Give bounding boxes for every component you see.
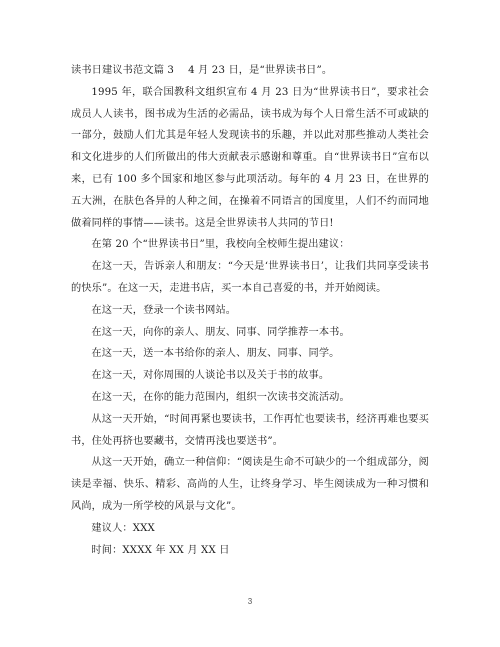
document-heading-line — [71, 60, 429, 82]
paragraph-proposal-lead: 在第 20 个“世界读书日”里，我校向全校师生提出建议： — [91, 239, 350, 251]
document-body — [71, 60, 429, 561]
paragraph-intro: 1995 年，联合国教科文组织宣布 4 月 23 日为“世界读书日”，要求社会成员人人读书，图书成为生活的必需品，读书成为每个人日常生活不可或缺的一部分，鼓励人们尤其是年轻人发现读书的乐趣，并以此对那些推动人类社会和文化进步的人们所做出的伟大贡献表示感谢和尊重。自“世界读书日”宣布以来，已有 100 多个国家和地区参与此项活动。每年的 4 月 23 日，在世界的五大洲，在肤色各异的人种之间，在操着不同语言的国度里，人们不约而同地做着同样的事情——读书。这是全世界读书人共同的节日! — [71, 86, 429, 229]
paragraph-suggestion-5: 在这一天，对你周围的人谈论书以及关于书的故事。 — [91, 370, 330, 382]
paragraph-suggestion-6: 在这一天，在你的能力范围内，组织一次读书交流活动。 — [91, 391, 350, 403]
page-number: 3 — [247, 597, 253, 606]
document-heading-date: 4 月 23 日，是“世界读书日”。 — [188, 65, 333, 76]
proposer-line: 建议人：XXX — [91, 522, 155, 534]
paragraph-suggestion-2: 在这一天，登录一个读书网站。 — [91, 304, 237, 316]
paragraph-suggestion-3: 在这一天，向你的亲人、朋友、同事、同学推荐一本书。 — [91, 326, 350, 338]
document-heading: 读书日建议书范文篇 3 — [71, 65, 175, 76]
date-line: 时间：XXXX 年 XX 月 XX 日 — [91, 544, 230, 556]
paragraph-from-this-day-1: 从这一天开始，“时间再紧也要读书，工作再忙也要读书，经济再难也要买书，住处再挤也要藏书，交情再浅也要送书”。 — [71, 413, 429, 447]
paragraph-suggestion-1: 在这一天，告诉亲人和朋友：“今天是‘世界读书日’，让我们共同享受读书的快乐”。在这一天，走进书店，买一本自己喜爱的书，并开始阅读。 — [71, 261, 429, 294]
paragraph-from-this-day-2: 从这一天开始，确立一种信仰：“阅读是生命不可缺少的一个组成部分，阅读是幸福、快乐、精彩、高尚的人生，让终身学习、毕生阅读成为一种习惯和风尚，成为一所学校的风景与文化”。 — [71, 457, 429, 512]
paragraph-suggestion-4: 在这一天，送一本书给你的亲人、朋友、同事、同学。 — [91, 348, 340, 360]
